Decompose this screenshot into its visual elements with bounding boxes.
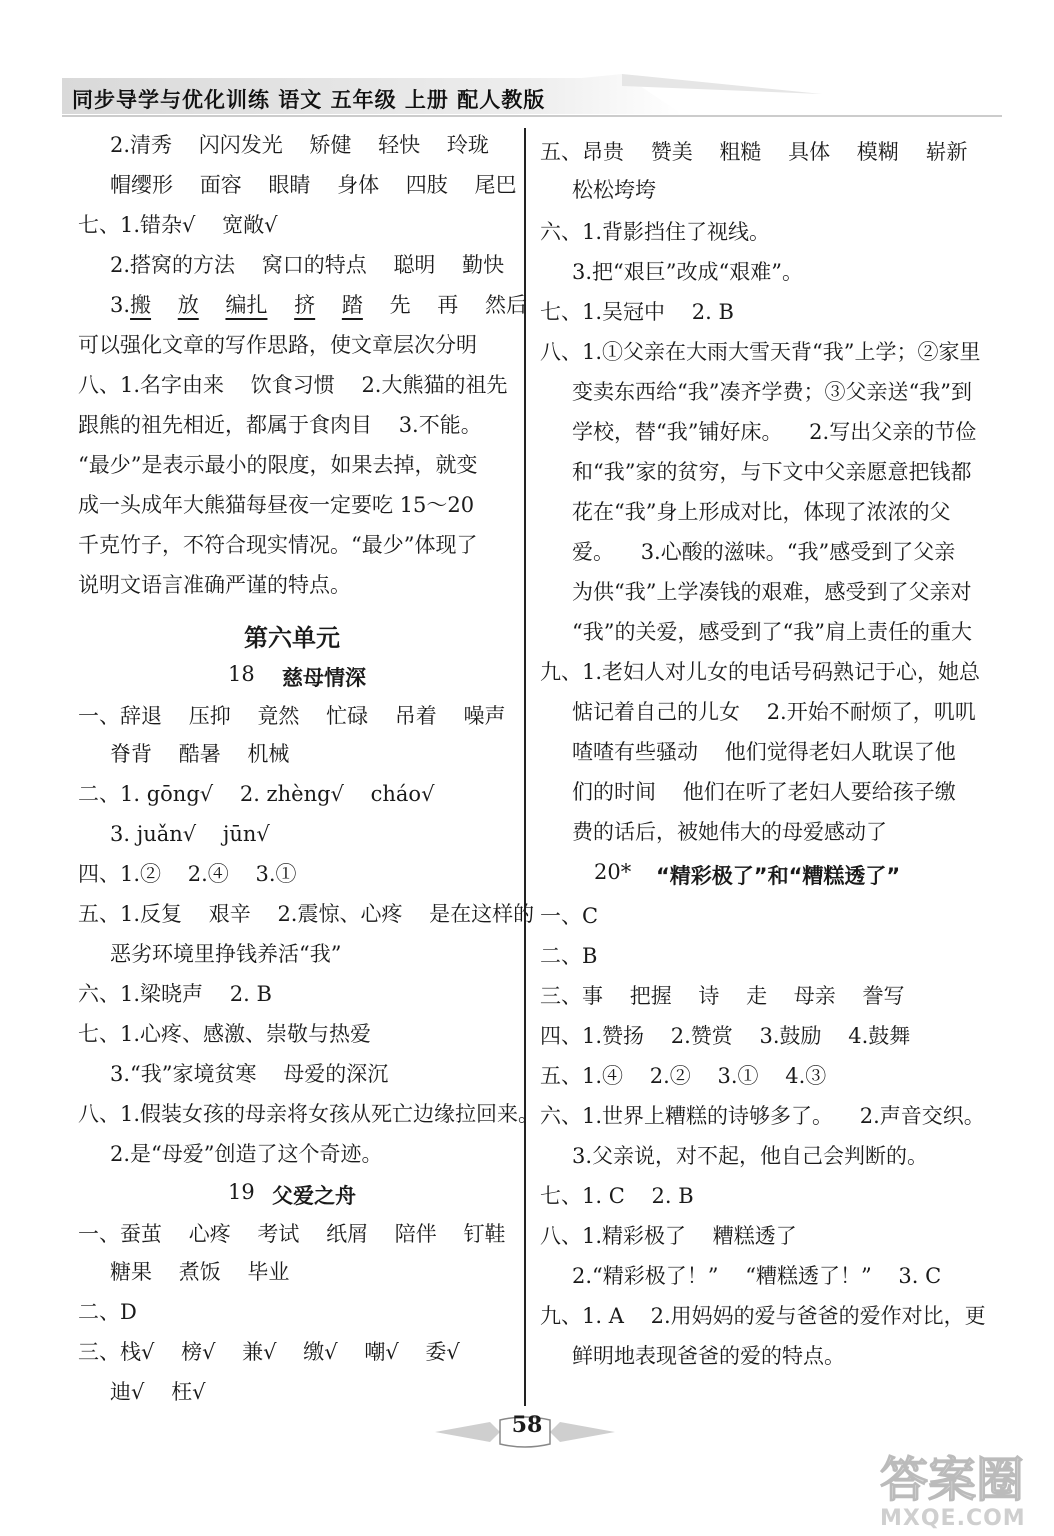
answer-line: 跟熊的祖先相近，都属于食肉目 3.不能。 [78, 413, 482, 437]
answer-prefix: 3. [110, 293, 131, 317]
answer-line: 惦记着自己的儿女 2.开始不耐烦了，叽叽 [572, 700, 976, 724]
answer-line: 3. juǎn√ jūn√ [110, 822, 270, 846]
answer-line: 鲜明地表现爸爸的爱的特点。 [572, 1344, 845, 1368]
answer-line: 八、1.名字由来 饮食习惯 2.大熊猫的祖先 [78, 373, 508, 397]
answer-line-underlined [110, 291, 527, 319]
unit-title: 第六单元 [244, 624, 340, 652]
underlined-word: 放 [177, 293, 199, 317]
answer-line: 学校，替“我”铺好床。 2.写出父亲的节俭 [572, 420, 977, 444]
answer-line: 可以强化文章的写作思路，使文章层次分明 [78, 333, 477, 357]
answer-line: 3.“我”家境贫寒 母爱的深沉 [110, 1062, 389, 1086]
lesson-title: 慈母情深 [282, 666, 366, 690]
answer-line: 一、辞退 压抑 竟然 忙碌 吊着 噪声 [78, 704, 506, 728]
underlined-word: 编扎 [225, 293, 268, 317]
answer-line: 九、1. A 2.用妈妈的爱与爸爸的爱作对比，更 [540, 1304, 986, 1328]
answer-line: 一、蚕茧 心疼 考试 纸屑 陪伴 钉鞋 [78, 1222, 506, 1246]
answer-line: 二、D [78, 1300, 137, 1324]
page-number: 58 [511, 1412, 543, 1438]
answer-line: 3.把“艰巨”改成“艰难”。 [572, 260, 803, 284]
answer-line: 2.“精彩极了！” “糟糕透了！” 3. C [572, 1264, 942, 1288]
answer-line: 和“我”家的贫穷，与下文中父亲愿意把钱都 [572, 460, 972, 484]
answer-line: 爱。 3.心酸的滋味。“我”感受到了父亲 [572, 540, 956, 564]
answer-line: 一、C [540, 904, 599, 928]
answer-line: 四、1.② 2.④ 3.① [78, 862, 297, 886]
answer-line: 喳喳有些骚动 他们觉得老妇人耽误了他 [572, 740, 956, 764]
answer-line: 花在“我”身上形成对比，体现了浓浓的父 [572, 500, 951, 524]
answer-line: “最少”是表示最小的限度，如果去掉，就变 [78, 453, 478, 477]
answer-suffix: 先 再 然后 [389, 293, 527, 317]
lesson-number: 20* [594, 860, 632, 884]
answer-line: 3.父亲说，对不起，他自己会判断的。 [572, 1144, 929, 1168]
lesson-title: “精彩极了”和“糟糕透了” [656, 864, 901, 888]
answer-line: 三、栈√ 榜√ 兼√ 缴√ 嘲√ 委√ [78, 1340, 460, 1364]
answer-line: 七、1.吴冠中 2. B [540, 300, 734, 324]
header-title: 同步导学与优化训练 语文 五年级 上册 配人教版 [72, 88, 546, 112]
answer-line: 二、B [540, 944, 598, 968]
lesson-title: 父爱之舟 [272, 1184, 356, 1208]
answer-line: 八、1.精彩极了 糟糕透了 [540, 1224, 797, 1248]
underlined-word: 挤 [294, 293, 316, 317]
answer-line: 2.清秀 闪闪发光 矫健 轻快 玲珑 [110, 133, 489, 157]
answer-line: 八、1.假装女孩的母亲将女孩从死亡边缘拉回来。 [78, 1102, 540, 1126]
answer-line: 六、1.世界上糟糕的诗够多了。 2.声音交织。 [540, 1104, 985, 1128]
answer-line: 五、1.④ 2.② 3.① 4.③ [540, 1064, 827, 1088]
answer-line: 六、1.梁晓声 2. B [78, 982, 272, 1006]
answer-line: 六、1.背影挡住了视线。 [540, 220, 771, 244]
lesson-number: 18 [228, 662, 255, 686]
answer-line: 五、昂贵 赞美 粗糙 具体 模糊 崭新 [540, 140, 968, 164]
answer-line: 变卖东西给“我”凑齐学费；③父亲送“我”到 [572, 380, 972, 404]
answer-line: 四、1.赞扬 2.赞赏 3.鼓励 4.鼓舞 [540, 1024, 911, 1048]
answer-line: 成一头成年大熊猫每昼夜一定要吃 15～20 [78, 493, 475, 517]
answer-line: 2.搭窝的方法 窝口的特点 聪明 勤快 [110, 253, 505, 277]
answer-line: 七、1.心疼、感激、崇敬与热爱 [78, 1022, 372, 1046]
answer-line: 三、事 把握 诗 走 母亲 誊写 [540, 984, 905, 1008]
answer-line: 2.是“母爱”创造了这个奇迹。 [110, 1142, 383, 1166]
answer-line: 二、1. gōng√ 2. zhèng√ cháo√ [78, 782, 435, 806]
answer-line: 脊背 酷暑 机械 [110, 742, 290, 766]
answer-line: 迪√ 枉√ [110, 1380, 206, 1404]
answer-line: 为供“我”上学凑钱的艰难，感受到了父亲对 [572, 580, 972, 604]
column-divider [524, 128, 526, 1406]
underlined-word: 踏 [341, 293, 363, 317]
answer-line: 七、1.错杂√ 宽敞√ [78, 213, 278, 237]
answer-line: 帽缨形 面容 眼睛 身体 四肢 尾巴 [110, 173, 517, 197]
answer-line: “我”的关爱，感受到了“我”肩上责任的重大 [572, 620, 972, 644]
answer-line: 松松垮垮 [572, 178, 656, 202]
answer-line: 说明文语言准确严谨的特点。 [78, 573, 351, 597]
answer-line: 费的话后，被她伟大的母爱感动了 [572, 820, 887, 844]
answer-line: 千克竹子，不符合现实情况。“最少”体现了 [78, 533, 478, 557]
answer-line: 恶劣环境里挣钱养活“我” [110, 942, 342, 966]
lesson-number: 19 [228, 1180, 255, 1204]
answer-line: 糖果 煮饭 毕业 [110, 1260, 290, 1284]
watermark-cn: 答案圈 [880, 1452, 1025, 1508]
answer-line: 八、1.①父亲在大雨大雪天背“我”上学；②家里 [540, 340, 981, 364]
answer-line: 们的时间 他们在听了老妇人要给孩子缴 [572, 780, 956, 804]
underlined-word: 搬 [130, 293, 152, 317]
watermark-url: MXQE.COM [880, 1506, 1026, 1531]
answer-line: 九、1.老妇人对儿女的电话号码熟记于心，她总 [540, 660, 981, 684]
answer-line: 七、1. C 2. B [540, 1184, 694, 1208]
answer-line: 五、1.反复 艰辛 2.震惊、心疼 是在这样的 [78, 902, 535, 926]
